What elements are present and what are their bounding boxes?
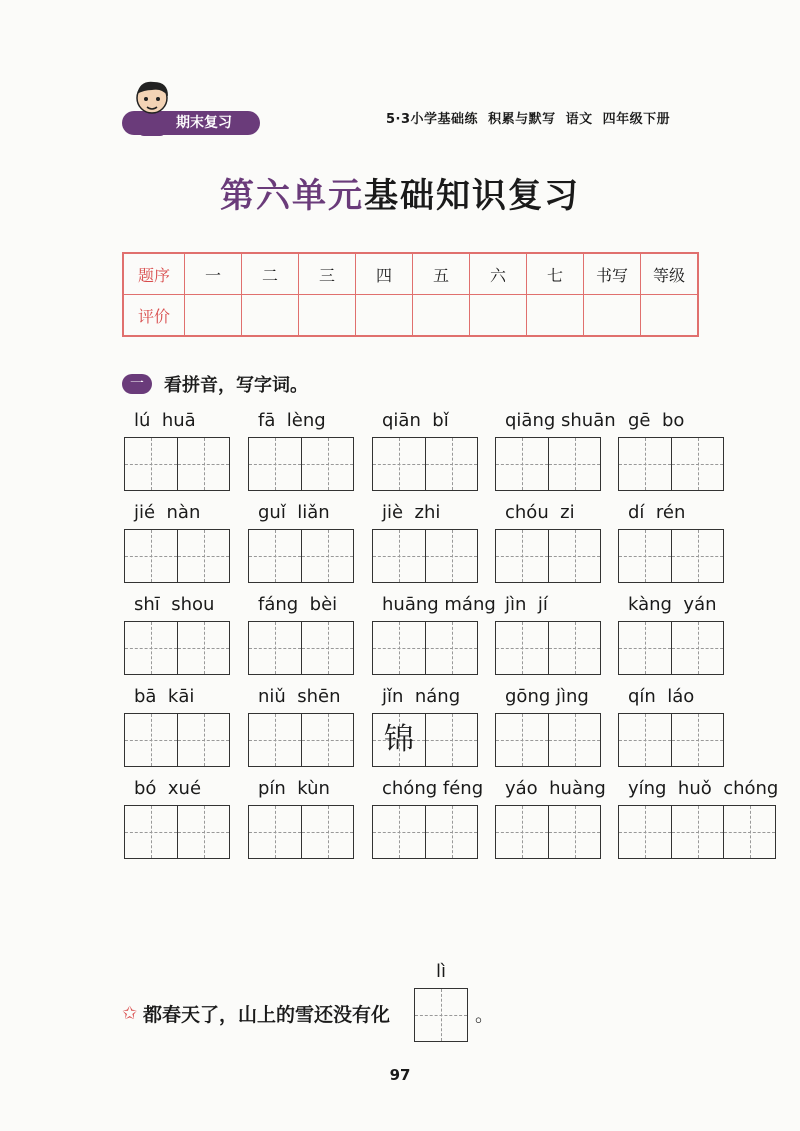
writing-cell[interactable] <box>301 438 353 490</box>
writing-cell[interactable] <box>125 714 177 766</box>
writing-cell[interactable] <box>249 530 301 582</box>
title-rest: 基础知识复习 <box>364 176 580 216</box>
fill-sentence: 都春天了，山上的雪还没有化 <box>143 1004 391 1026</box>
pinyin-label: niǔ shēn <box>258 686 341 707</box>
writing-cell[interactable] <box>548 530 600 582</box>
score-cell[interactable] <box>641 295 699 337</box>
cell-char <box>178 530 229 582</box>
cell-char <box>125 806 177 858</box>
page-number: 97 <box>389 1066 411 1084</box>
writing-grid[interactable] <box>248 529 354 583</box>
cell-char <box>249 806 301 858</box>
cell-char <box>178 806 229 858</box>
writing-cell[interactable] <box>496 530 548 582</box>
sentence-writing-box[interactable] <box>414 988 468 1042</box>
score-col: 七 <box>527 253 584 295</box>
pinyin-label: yáo huàng <box>505 778 606 799</box>
writing-grid[interactable] <box>248 805 354 859</box>
writing-cell[interactable] <box>125 806 177 858</box>
pinyin-label: qiān bǐ <box>382 410 449 431</box>
cell-char <box>302 530 353 582</box>
writing-cell[interactable] <box>619 438 671 490</box>
cell-char <box>496 622 548 674</box>
cell-char <box>672 622 723 674</box>
writing-grid[interactable] <box>495 437 601 491</box>
pinyin-label: chóng féng <box>382 778 484 799</box>
writing-cell[interactable] <box>671 806 723 858</box>
writing-grid[interactable] <box>618 437 724 491</box>
score-cell[interactable] <box>242 295 299 337</box>
writing-cell[interactable] <box>249 622 301 674</box>
cell-char <box>249 438 301 490</box>
score-col: 二 <box>242 253 299 295</box>
score-cell[interactable] <box>527 295 584 337</box>
cell-char <box>373 622 425 674</box>
cell-char <box>426 530 477 582</box>
writing-cell[interactable] <box>425 530 477 582</box>
writing-cell[interactable] <box>125 530 177 582</box>
writing-cell[interactable] <box>249 806 301 858</box>
score-cell[interactable] <box>299 295 356 337</box>
sentence-pinyin: lì <box>436 961 447 982</box>
pinyin-label: pín kùn <box>258 778 330 799</box>
writing-cell[interactable] <box>373 714 425 766</box>
pinyin-label: fā lèng <box>258 410 326 431</box>
writing-cell[interactable] <box>548 438 600 490</box>
score-col: 三 <box>299 253 356 295</box>
writing-cell[interactable] <box>496 714 548 766</box>
score-cell[interactable] <box>413 295 470 337</box>
writing-cell[interactable] <box>177 622 229 674</box>
writing-cell[interactable] <box>301 622 353 674</box>
cell-char <box>302 438 353 490</box>
writing-cell[interactable] <box>425 438 477 490</box>
writing-cell[interactable] <box>301 530 353 582</box>
cell-char <box>125 714 177 766</box>
cell-char: 锦 <box>384 722 414 757</box>
writing-grid[interactable] <box>618 713 724 767</box>
writing-cell[interactable] <box>301 806 353 858</box>
writing-cell[interactable] <box>177 714 229 766</box>
cell-char <box>373 806 425 858</box>
writing-cell[interactable] <box>548 622 600 674</box>
pinyin-label: qín láo <box>628 686 695 707</box>
cell-char <box>619 806 671 858</box>
writing-grid[interactable] <box>372 713 478 767</box>
pinyin-label: chóu zi <box>505 502 575 523</box>
pinyin-label: huāng máng <box>382 594 496 615</box>
badge-label: 期末复习 <box>176 115 232 131</box>
score-col: 五 <box>413 253 470 295</box>
cell-char <box>426 438 477 490</box>
score-table <box>122 252 699 337</box>
writing-cell[interactable] <box>415 989 467 1041</box>
section-number: 一 <box>122 374 152 394</box>
writing-cell[interactable] <box>177 530 229 582</box>
cell-char <box>724 806 775 858</box>
writing-cell[interactable] <box>301 714 353 766</box>
writing-grid[interactable] <box>124 713 230 767</box>
cell-char <box>125 622 177 674</box>
pinyin-label: qiāng shuān <box>505 410 616 431</box>
pinyin-label: jǐn náng <box>382 686 461 707</box>
writing-cell[interactable] <box>496 806 548 858</box>
cell-char <box>549 714 600 766</box>
writing-grid[interactable] <box>495 621 601 675</box>
score-cell[interactable] <box>470 295 527 337</box>
pinyin-label: lú huā <box>134 410 196 431</box>
writing-cell[interactable] <box>548 714 600 766</box>
writing-grid[interactable] <box>124 805 230 859</box>
score-col: 等级 <box>641 253 699 295</box>
score-col: 四 <box>356 253 413 295</box>
cell-char <box>249 530 301 582</box>
writing-cell[interactable] <box>425 714 477 766</box>
writing-cell[interactable] <box>177 438 229 490</box>
writing-cell[interactable] <box>671 714 723 766</box>
pinyin-label: jiè zhi <box>382 502 441 523</box>
cell-char <box>496 806 548 858</box>
cell-char <box>178 438 229 490</box>
writing-grid[interactable] <box>618 529 724 583</box>
pinyin-label: yíng huǒ chóng <box>628 778 779 799</box>
score-eval-row <box>123 295 698 337</box>
writing-cell[interactable] <box>548 806 600 858</box>
writing-grid[interactable] <box>124 529 230 583</box>
cell-char <box>672 530 723 582</box>
writing-grid[interactable] <box>618 621 724 675</box>
score-head-label: 题序 <box>123 253 185 295</box>
score-col: 六 <box>470 253 527 295</box>
writing-cell[interactable] <box>125 622 177 674</box>
writing-cell[interactable] <box>671 622 723 674</box>
writing-grid[interactable] <box>495 529 601 583</box>
writing-cell[interactable] <box>373 530 425 582</box>
cell-char <box>249 714 301 766</box>
writing-cell[interactable] <box>373 438 425 490</box>
cell-char <box>426 806 477 858</box>
writing-cell[interactable] <box>125 438 177 490</box>
cell-char <box>302 622 353 674</box>
pinyin-label: bó xué <box>134 778 202 799</box>
page-title <box>0 168 800 217</box>
score-col: 一 <box>185 253 242 295</box>
writing-grid[interactable] <box>495 713 601 767</box>
cell-char <box>178 714 229 766</box>
score-cell[interactable] <box>185 295 242 337</box>
cell-char <box>619 714 671 766</box>
writing-grid[interactable] <box>248 621 354 675</box>
score-eval-label: 评价 <box>123 295 185 337</box>
cell-char <box>496 714 548 766</box>
cell-char <box>672 806 723 858</box>
cell-char <box>549 530 600 582</box>
writing-cell[interactable] <box>373 806 425 858</box>
pinyin-label: kàng yán <box>628 594 717 615</box>
score-cell[interactable] <box>584 295 641 337</box>
cell-char <box>549 438 600 490</box>
pinyin-label: gē bo <box>628 410 685 431</box>
writing-grid[interactable] <box>495 805 601 859</box>
writing-grid[interactable] <box>372 621 478 675</box>
writing-cell[interactable] <box>671 438 723 490</box>
cell-char <box>125 530 177 582</box>
star-icon: ✩ <box>122 1003 138 1024</box>
cell-char <box>496 438 548 490</box>
pinyin-label: jié nàn <box>134 502 201 523</box>
writing-grid[interactable] <box>124 437 230 491</box>
cell-char <box>426 622 477 674</box>
sentence-period: 。 <box>475 1004 495 1026</box>
pinyin-label: jìn jí <box>505 594 548 615</box>
section-title: 看拼音，写字词。 <box>164 375 308 396</box>
writing-grid[interactable] <box>248 713 354 767</box>
cell-char <box>426 714 477 766</box>
writing-cell[interactable] <box>373 622 425 674</box>
writing-cell[interactable] <box>619 714 671 766</box>
cell-char <box>549 806 600 858</box>
writing-cell[interactable] <box>619 622 671 674</box>
pinyin-label: fáng bèi <box>258 594 338 615</box>
pinyin-label: bā kāi <box>134 686 195 707</box>
cell-char <box>619 438 671 490</box>
writing-cell[interactable] <box>496 438 548 490</box>
writing-cell[interactable] <box>619 806 671 858</box>
writing-grid[interactable] <box>248 437 354 491</box>
cell-char <box>373 530 425 582</box>
cell-char <box>178 622 229 674</box>
cell-char <box>373 438 425 490</box>
student-mascot-icon <box>128 78 176 138</box>
pinyin-label: gōng jìng <box>505 686 589 707</box>
pinyin-label: guǐ liǎn <box>258 502 330 523</box>
series-info: 5·3小学基础练 积累与默写 语文 四年级下册 <box>386 112 671 127</box>
writing-grid[interactable] <box>618 805 776 859</box>
writing-grid[interactable] <box>372 437 478 491</box>
writing-cell[interactable] <box>177 806 229 858</box>
writing-cell[interactable] <box>425 622 477 674</box>
writing-cell[interactable] <box>619 530 671 582</box>
cell-char <box>672 714 723 766</box>
writing-cell[interactable] <box>496 622 548 674</box>
cell-char <box>496 530 548 582</box>
cell-char <box>249 622 301 674</box>
cell-char <box>619 622 671 674</box>
cell-char <box>549 622 600 674</box>
writing-cell[interactable] <box>249 714 301 766</box>
title-unit: 第六单元 <box>220 176 364 216</box>
pinyin-label: shī shou <box>134 594 215 615</box>
score-header-row <box>123 253 698 295</box>
writing-grid[interactable] <box>372 529 478 583</box>
score-cell[interactable] <box>356 295 413 337</box>
writing-grid[interactable] <box>124 621 230 675</box>
cell-char <box>302 714 353 766</box>
score-col: 书写 <box>584 253 641 295</box>
pinyin-label: dí rén <box>628 502 686 523</box>
writing-cell[interactable] <box>723 806 775 858</box>
cell-char <box>302 806 353 858</box>
cell-char <box>125 438 177 490</box>
writing-cell[interactable] <box>671 530 723 582</box>
writing-cell[interactable] <box>249 438 301 490</box>
cell-char <box>619 530 671 582</box>
cell-char <box>672 438 723 490</box>
writing-grid[interactable] <box>372 805 478 859</box>
writing-cell[interactable] <box>425 806 477 858</box>
